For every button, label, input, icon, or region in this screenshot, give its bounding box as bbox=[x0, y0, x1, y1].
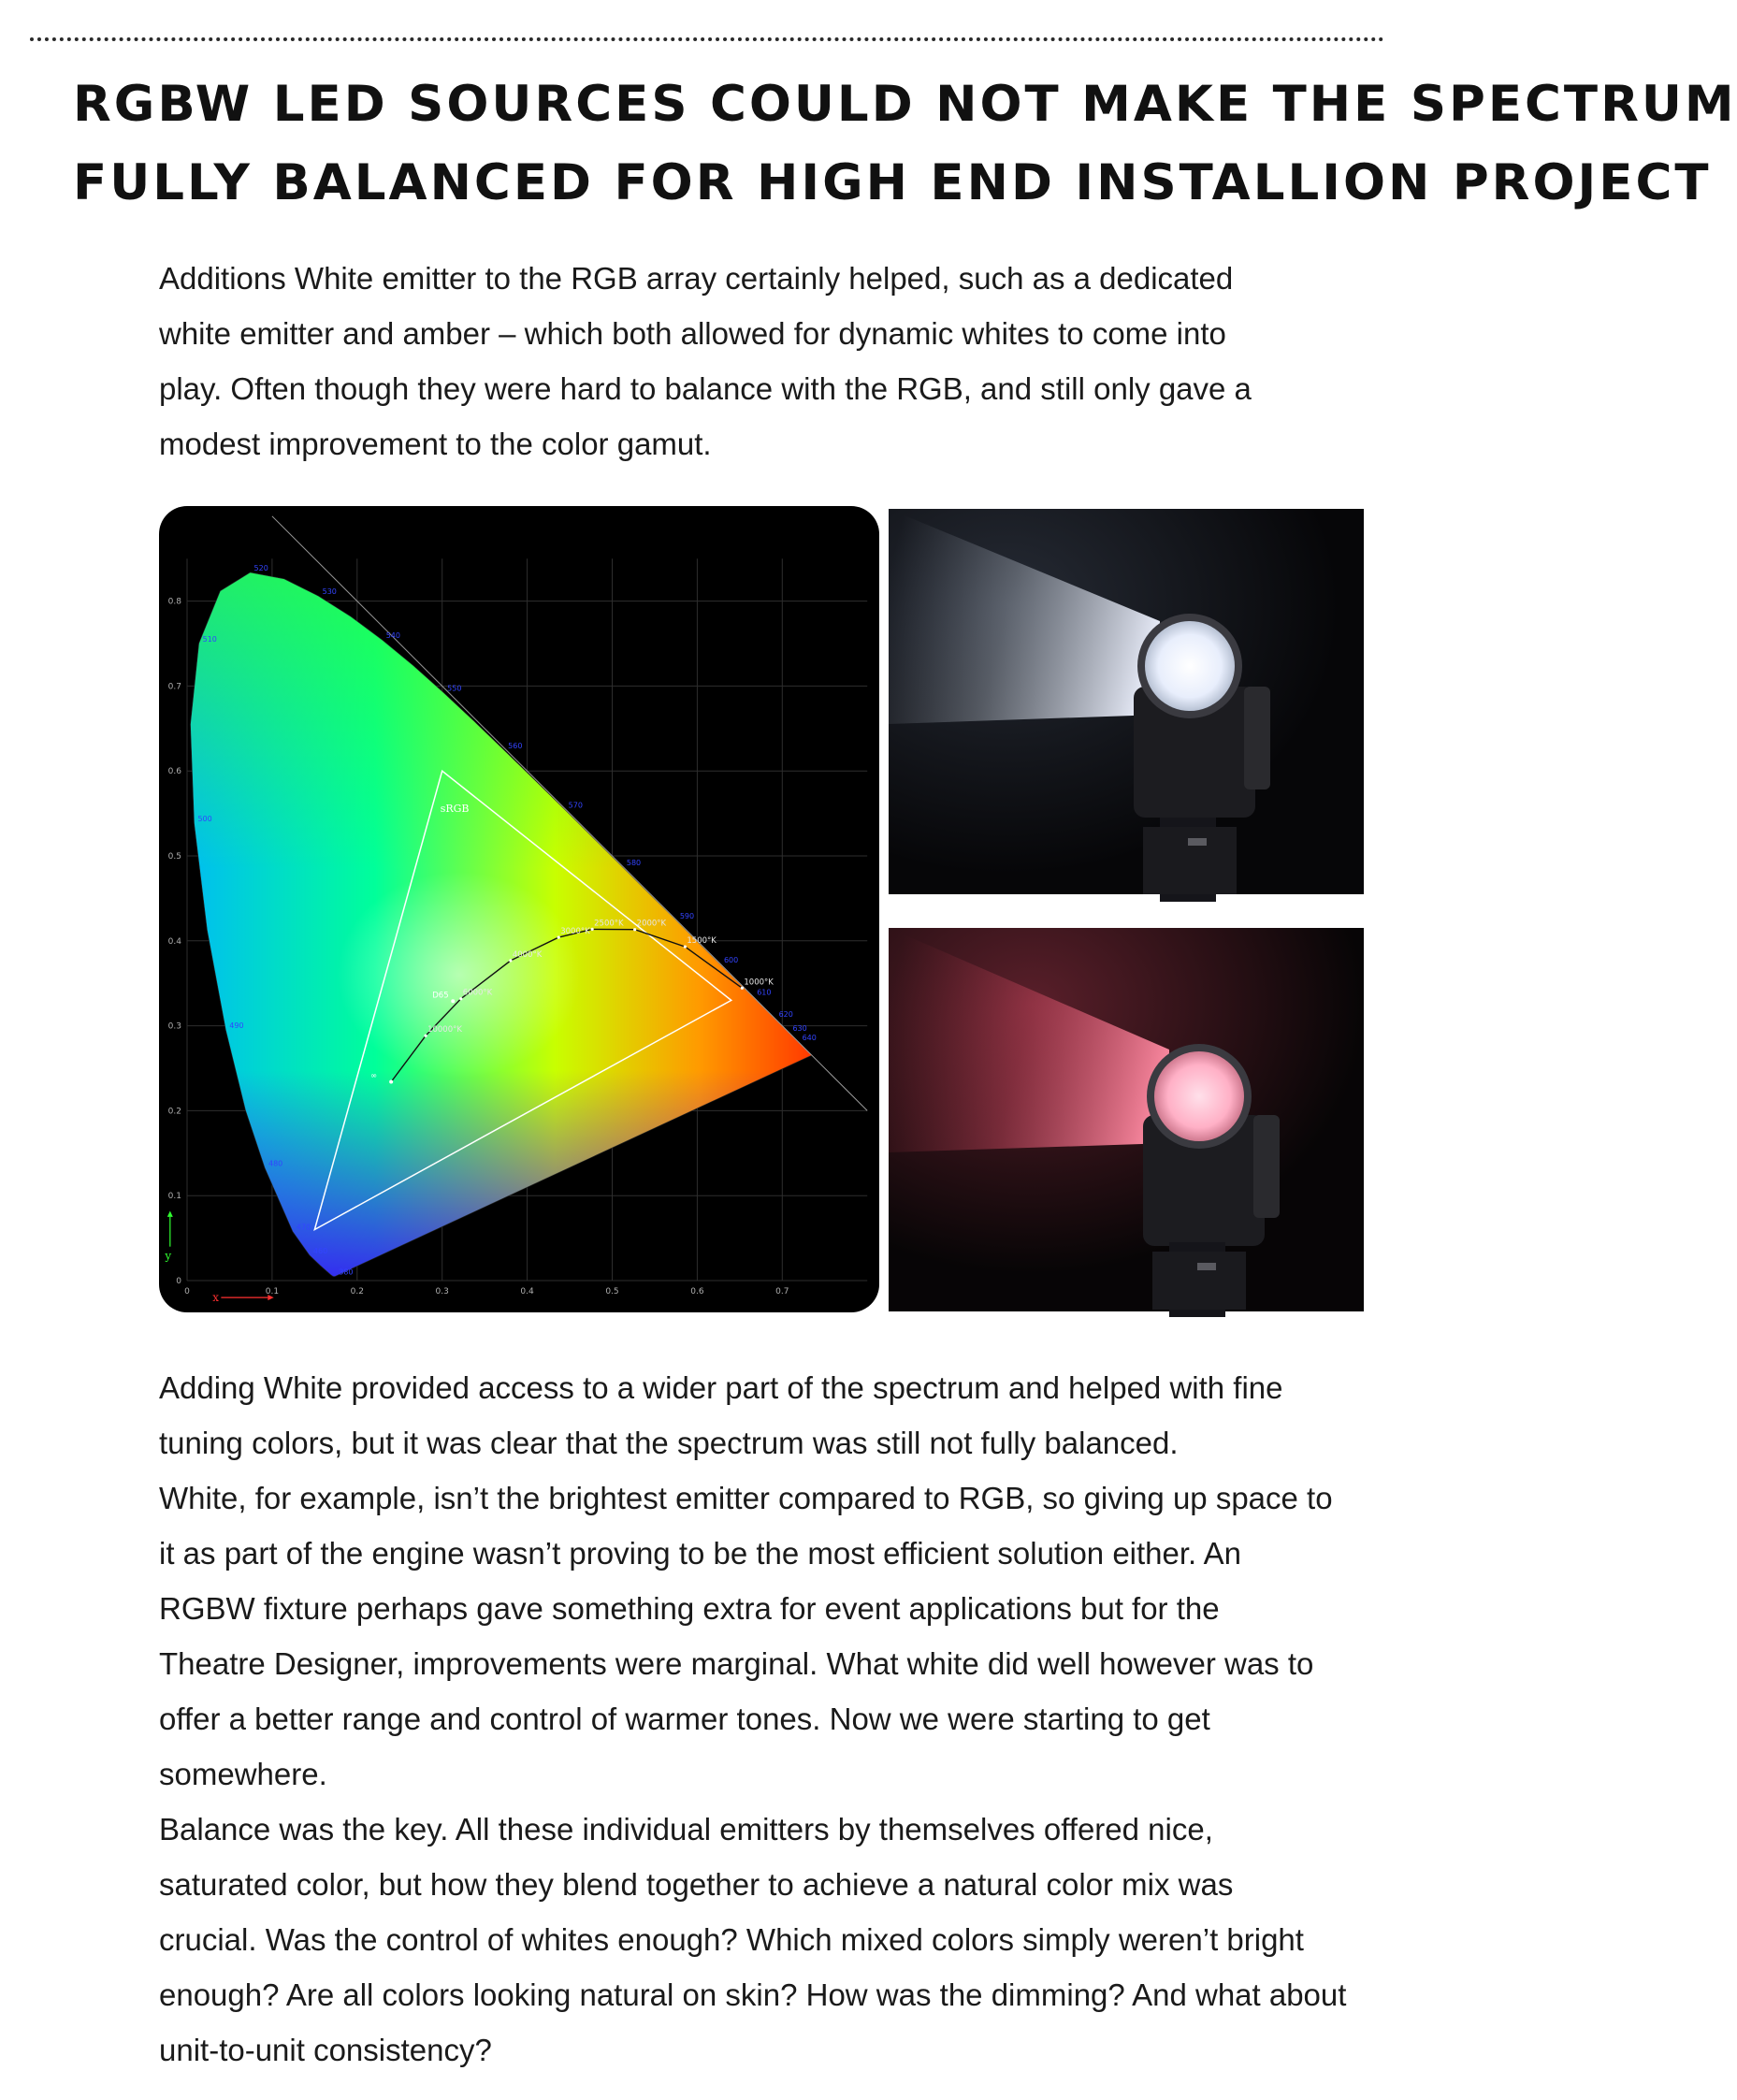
wavelength-label: 590 bbox=[679, 911, 695, 920]
cct-label: 10000°K bbox=[427, 1025, 462, 1036]
y-tick-label: 0.2 bbox=[167, 1107, 181, 1117]
cct-label: 1000°K bbox=[744, 978, 774, 988]
wavelength-label: 380 bbox=[339, 1267, 354, 1277]
wavelength-label: 510 bbox=[202, 634, 217, 644]
text-line: Additions White emitter to the RGB array certainly helped, such as a dedicated bbox=[159, 261, 1234, 296]
wavelength-label: 570 bbox=[568, 801, 583, 810]
x-axis-label: x bbox=[212, 1291, 220, 1305]
y-axis-label: y bbox=[165, 1249, 172, 1263]
text-line: white emitter and amber – which both allowed for dynamic whites to come into bbox=[159, 316, 1226, 351]
intro-paragraph bbox=[159, 251, 1384, 471]
y-tick-label: 0.4 bbox=[167, 936, 181, 947]
wavelength-label: 490 bbox=[229, 1021, 244, 1031]
cie-chromaticity-chart bbox=[159, 506, 879, 1312]
headline-line-1: RGBW LED SOURCES COULD NOT MAKE THE SPECTRUM bbox=[73, 76, 1737, 133]
wavelength-label: 580 bbox=[626, 859, 642, 868]
special-point-label: D65 bbox=[432, 991, 449, 1001]
text-line: unit-to-unit consistency? bbox=[159, 2033, 492, 2067]
wavelength-label: 460 bbox=[312, 1247, 328, 1256]
special-point bbox=[451, 999, 455, 1003]
wavelength-label: 620 bbox=[778, 1010, 793, 1020]
wavelength-label: 500 bbox=[197, 815, 212, 824]
wavelength-label: 640 bbox=[802, 1033, 817, 1042]
cct-label: 4000°K bbox=[512, 949, 543, 960]
wavelength-label: 610 bbox=[757, 988, 772, 997]
x-tick-label: 0.2 bbox=[350, 1287, 364, 1296]
x-tick-label: 0 bbox=[184, 1287, 190, 1296]
x-tick-label: 0.1 bbox=[265, 1287, 280, 1296]
text-line: Theatre Designer, improvements were marginal. What white did well however was to bbox=[159, 1646, 1314, 1681]
cct-label: 2500°K bbox=[594, 919, 624, 929]
wavelength-label: 480 bbox=[268, 1159, 283, 1168]
dotted-divider bbox=[30, 37, 1384, 41]
y-tick-label: 0.8 bbox=[167, 597, 181, 607]
text-line: modest improvement to the color gamut. bbox=[159, 427, 712, 461]
white-beam-photo bbox=[889, 509, 1364, 894]
x-tick-label: 0.7 bbox=[775, 1287, 789, 1296]
pink-beam-image bbox=[889, 928, 1364, 1311]
text-line: crucial. Was the control of whites enough? Which mixed colors simply weren’t bright bbox=[159, 1922, 1304, 1957]
cct-label: 1500°K bbox=[687, 936, 717, 947]
body-paragraph bbox=[159, 1360, 1384, 2078]
x-tick-label: 0.5 bbox=[605, 1287, 619, 1296]
y-tick-label: 0.5 bbox=[167, 852, 181, 862]
y-tick-label: 0.1 bbox=[167, 1192, 181, 1202]
text-line: Adding White provided access to a wider part of the spectrum and helped with fine bbox=[159, 1370, 1283, 1405]
text-line: RGBW fixture perhaps gave something extra for event applications but for the bbox=[159, 1591, 1220, 1626]
text-line: somewhere. bbox=[159, 1757, 327, 1791]
cct-label: 2000°K bbox=[636, 919, 667, 929]
text-line: enough? Are all colors looking natural on skin? How was the dimming? And what about bbox=[159, 1977, 1347, 2012]
wavelength-label: 530 bbox=[322, 587, 337, 597]
text-line: Balance was the key. All these individual emitters by themselves offered nice, bbox=[159, 1812, 1213, 1847]
page-headline bbox=[73, 65, 1737, 223]
pink-beam-photo bbox=[889, 928, 1364, 1311]
special-point bbox=[389, 1080, 393, 1084]
y-tick-label: 0 bbox=[176, 1277, 181, 1286]
text-line: play. Often though they were hard to balance with the RGB, and still only gave a bbox=[159, 371, 1252, 406]
srgb-label: sRGB bbox=[440, 803, 470, 816]
headline-line-2: FULLY BALANCED FOR HIGH END INSTALLION PROJECT bbox=[73, 154, 1712, 211]
wavelength-label: 540 bbox=[385, 631, 400, 641]
y-tick-label: 0.3 bbox=[167, 1021, 181, 1032]
x-tick-label: 0.4 bbox=[520, 1287, 534, 1296]
wavelength-label: 560 bbox=[508, 741, 523, 750]
x-tick-label: 0.3 bbox=[435, 1287, 449, 1296]
cct-label: 6000°K bbox=[462, 988, 493, 998]
cct-label: 3000°K bbox=[560, 927, 590, 937]
text-line: tuning colors, but it was clear that the spectrum was still not fully balanced. bbox=[159, 1426, 1179, 1460]
wavelength-label: 550 bbox=[447, 684, 462, 693]
wavelength-label: 630 bbox=[792, 1023, 807, 1033]
y-tick-label: 0.7 bbox=[167, 682, 181, 692]
text-line: White, for example, isn’t the brightest emitter compared to RGB, so giving up space to bbox=[159, 1481, 1333, 1515]
gamut-fill bbox=[159, 506, 879, 1312]
text-line: it as part of the engine wasn’t proving to be the most efficient solution either. An bbox=[159, 1536, 1241, 1571]
wavelength-label: 470 bbox=[296, 1223, 311, 1232]
chart-canvas bbox=[159, 506, 879, 1312]
y-axis-arrowhead bbox=[167, 1211, 173, 1217]
white-beam-image bbox=[889, 509, 1364, 894]
text-line: saturated color, but how they blend together to achieve a natural color mix was bbox=[159, 1867, 1234, 1902]
text-line: offer a better range and control of warmer tones. Now we were starting to get bbox=[159, 1702, 1210, 1736]
y-tick-label: 0.6 bbox=[167, 767, 181, 777]
special-point-label: ∞ bbox=[370, 1071, 378, 1081]
wavelength-label: 600 bbox=[723, 955, 739, 964]
wavelength-label: 520 bbox=[253, 563, 268, 572]
x-tick-label: 0.6 bbox=[690, 1287, 704, 1296]
